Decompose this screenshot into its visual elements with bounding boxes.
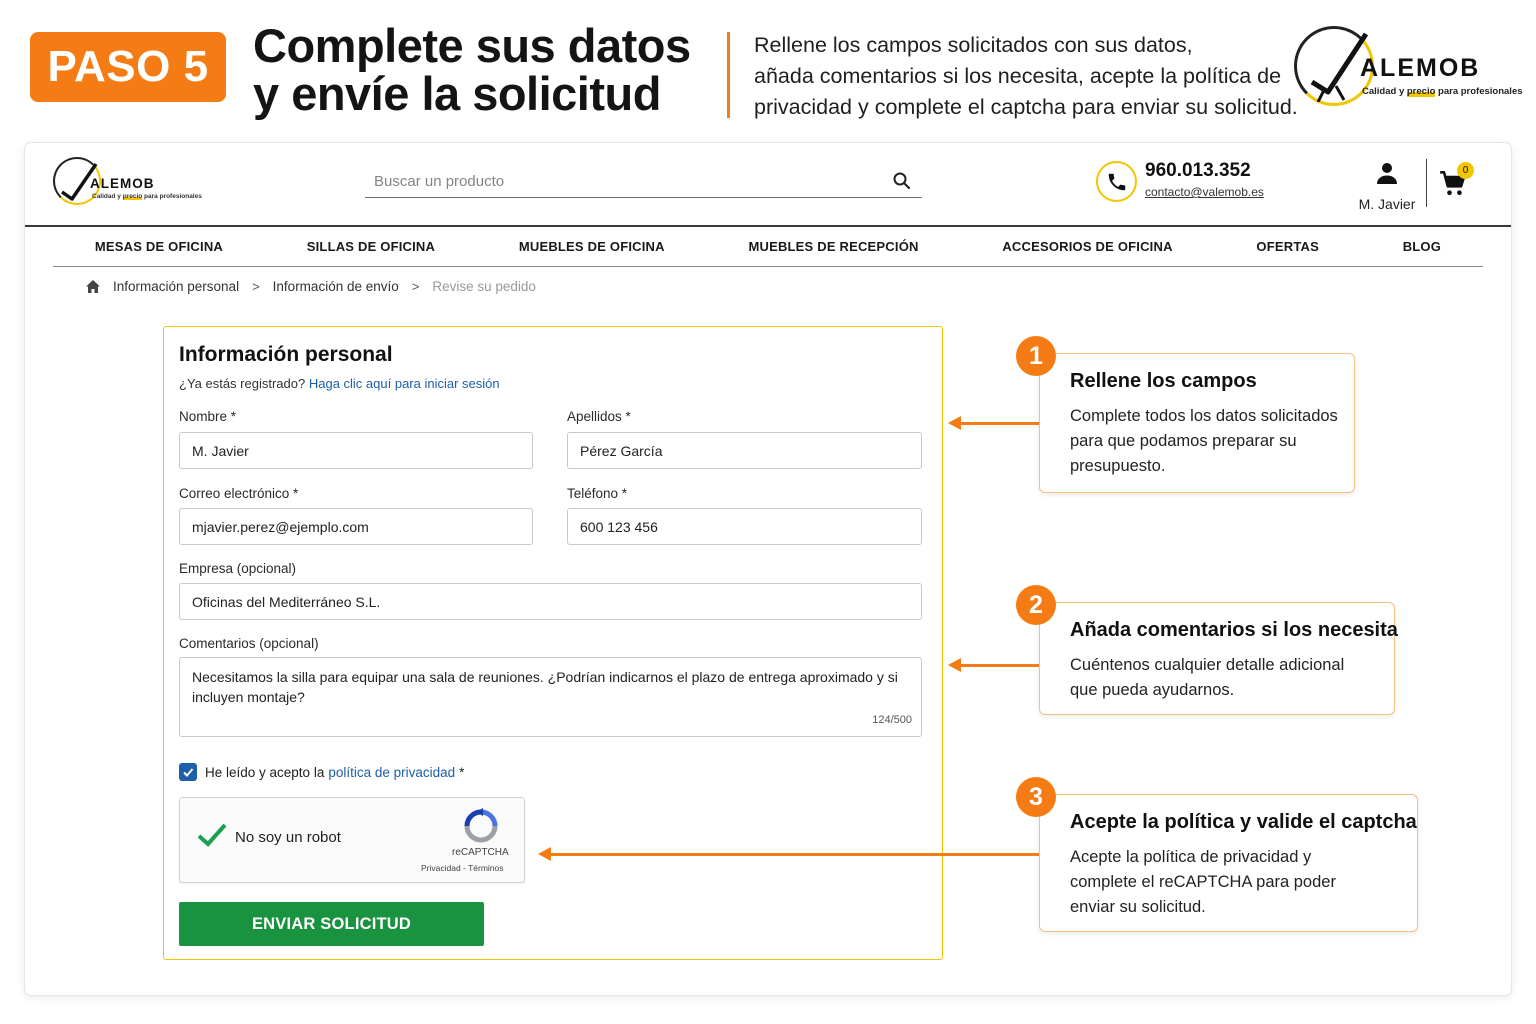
arrow-left-icon — [960, 664, 1039, 667]
callout-title: Acepte la política y valide el captcha — [1070, 811, 1417, 833]
user-account[interactable] — [1353, 161, 1421, 212]
callout-accept-captcha — [1029, 783, 1418, 932]
nav-item-blog[interactable]: BLOG — [1402, 239, 1442, 254]
captcha-check-icon — [197, 822, 227, 848]
home-icon[interactable] — [85, 279, 101, 294]
nav-item-muebles[interactable]: MUEBLES DE OFICINA — [518, 239, 665, 254]
arrow-left-icon — [960, 422, 1039, 425]
user-icon — [1375, 161, 1399, 185]
cart-count-badge: 0 — [1457, 162, 1474, 179]
callout-title: Rellene los campos — [1070, 370, 1257, 392]
login-prompt: ¿Ya estás registrado? Haga clic aquí para iniciar sesión — [179, 376, 500, 391]
recaptcha-terms[interactable]: Privacidad - Términos — [421, 863, 504, 873]
search-bar — [365, 165, 922, 198]
page-headline: Complete sus datos y envíe la solicitud — [253, 19, 691, 120]
chevron-right-icon: > — [252, 279, 260, 294]
empresa-field[interactable] — [179, 583, 922, 620]
callout-add-comments — [1029, 591, 1398, 715]
privacy-consent: He leído y acepto la política de privacidad * — [179, 763, 464, 781]
checkmark-icon — [182, 766, 194, 778]
callout-description: Acepte la política de privacidad y complete el reCAPTCHA para poder enviar su solicitud. — [1070, 848, 1336, 916]
privacy-checkbox[interactable] — [179, 763, 197, 781]
nav-item-ofertas[interactable]: OFERTAS — [1256, 239, 1319, 254]
step-number-badge: 2 — [1016, 585, 1056, 625]
phone-number[interactable]: 960.013.352 — [1145, 160, 1251, 181]
apellidos-field[interactable] — [567, 432, 922, 469]
personal-info-form — [163, 326, 943, 960]
callout-title: Añada comentarios si los necesita — [1070, 619, 1398, 641]
char-counter: 124/500 — [872, 714, 912, 726]
step-badge: PASO 5 — [30, 32, 226, 102]
arrow-left-icon — [550, 853, 1039, 856]
captcha-label: No soy un robot — [235, 829, 341, 846]
breadcrumb-step-revise: Revise su pedido — [432, 279, 536, 294]
brand-logo-large: ALEMOB Calidad y precio para profesionales — [1294, 24, 1524, 110]
nav-item-mesas[interactable]: MESAS DE OFICINA — [94, 239, 224, 254]
banner-divider — [727, 32, 730, 118]
submit-button[interactable]: ENVIAR SOLICITUD — [179, 902, 484, 946]
callout-description: Cuéntenos cualquier detalle adicional que pueda ayudarnos. — [1070, 656, 1345, 699]
banner-description: Rellene los campos solicitados con sus datos, añada comentarios si los necesita, acepte la política de privacidad y complete el captcha para enviar su solicitud. — [754, 33, 1298, 119]
header-divider — [1426, 159, 1427, 207]
contact-email[interactable]: contacto@valemob.es — [1145, 185, 1264, 199]
telefono-label: Teléfono * — [567, 486, 628, 501]
search-icon[interactable] — [892, 171, 912, 191]
email-field[interactable] — [179, 508, 533, 545]
nombre-label: Nombre * — [179, 409, 237, 424]
breadcrumb — [85, 279, 536, 294]
telefono-field[interactable] — [567, 508, 922, 545]
cart-button[interactable] — [1439, 165, 1479, 201]
step-number-badge: 3 — [1016, 777, 1056, 817]
privacy-policy-link[interactable]: política de privacidad — [328, 764, 456, 780]
recaptcha-brand: reCAPTCHA — [452, 847, 509, 858]
phone-handset-icon — [1106, 171, 1128, 193]
chevron-right-icon: > — [411, 279, 420, 294]
recaptcha-logo-icon — [463, 808, 499, 844]
breadcrumb-step-envio[interactable]: Información de envío — [272, 279, 399, 294]
empresa-label: Empresa (opcional) — [179, 561, 297, 576]
apellidos-label: Apellidos * — [567, 409, 631, 424]
callout-fill-fields — [1029, 342, 1355, 493]
step-number-badge: 1 — [1016, 336, 1056, 376]
callout-description: Complete todos los datos solicitados para que podamos preparar su presupuesto. — [1070, 407, 1338, 475]
nav-item-accesorios[interactable]: ACCESORIOS DE OFICINA — [1002, 239, 1173, 254]
website-screenshot — [25, 143, 1511, 995]
main-nav — [53, 227, 1483, 267]
nav-item-recepcion[interactable]: MUEBLES DE RECEPCIÓN — [748, 239, 919, 254]
form-title: Información personal — [179, 343, 393, 366]
phone-icon[interactable] — [1096, 161, 1137, 202]
user-name: M. Javier — [1358, 196, 1416, 212]
nombre-field[interactable] — [179, 432, 533, 469]
recaptcha-widget[interactable] — [179, 797, 525, 883]
site-logo[interactable]: ALEMOB Calidad y precio para profesionales — [53, 157, 213, 209]
comentarios-textarea[interactable]: Necesitamos la silla para equipar una sala de reuniones. ¿Podrían indicarnos el plazo de entrega aproximado y si incluyen montaje? 124/500 — [179, 657, 922, 737]
comentarios-label: Comentarios (opcional) — [179, 636, 319, 651]
nav-item-sillas[interactable]: SILLAS DE OFICINA — [306, 239, 436, 254]
email-label: Correo electrónico * — [179, 486, 299, 501]
login-link[interactable]: Haga clic aquí para iniciar sesión — [308, 376, 500, 391]
breadcrumb-step-personal[interactable]: Información personal — [113, 279, 240, 294]
search-input[interactable] — [365, 167, 865, 195]
